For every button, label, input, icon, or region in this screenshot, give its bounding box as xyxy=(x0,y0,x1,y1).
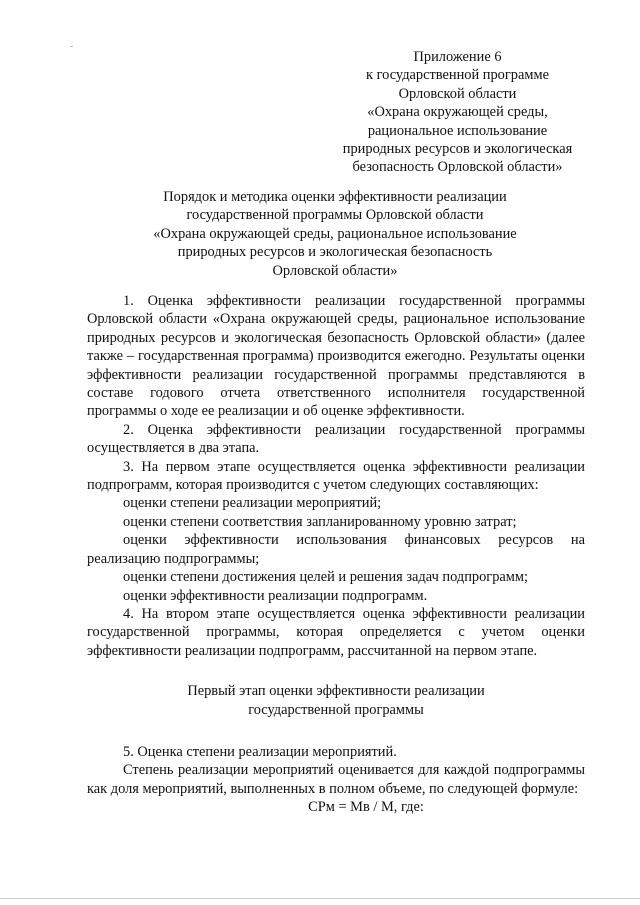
section-heading-line: Первый этап оценки эффективности реализации xyxy=(187,683,485,700)
appendix-line: безопасность Орловской области» xyxy=(352,159,563,176)
title-line: природных ресурсов и экологическая безопасность xyxy=(177,244,493,261)
title-line: Порядок и методика оценки эффективности реализации xyxy=(163,189,507,205)
paragraph-4: 4. На втором этапе осуществляется оценка эффективности реализации государственной программы, которая определяется с учетом оценки эффективности реализации подпрограмм, рассчитанной на первом этапе. xyxy=(87,605,585,659)
paragraph-1: 1. Оценка эффективности реализации государственной программы Орловской области «Охрана окружающей среды, рациональное использование природных ресурсов и экологическая безопасность Орловской области» (далее также – государственная программа) производится ежегодно. Результаты оценки эффективности реализации государственной программы представляются в составе годового отчета ответственного исполнителя государственной программы о ходе ее реализации и об оценке эффективности. xyxy=(87,293,585,420)
title-line: государственной программы Орловской области xyxy=(186,207,484,224)
paragraph-3: 3. На первом этапе осуществляется оценка эффективности реализации подпрограмм, которая производится с учетом следующих составляющих: xyxy=(87,458,585,494)
title-line: Орловской области» xyxy=(272,262,398,279)
title-line: «Охрана окружающей среды, рациональное использование xyxy=(153,225,517,242)
component-item: оценки степени реализации мероприятий; xyxy=(123,495,382,512)
appendix-line: к государственной программе xyxy=(366,67,549,84)
appendix-line: природных ресурсов и экологическая xyxy=(342,141,573,158)
appendix-line: Приложение 6 xyxy=(413,49,502,65)
page-edge-line xyxy=(0,898,640,899)
document-title xyxy=(95,188,575,280)
paragraph-5: 5. Оценка степени реализации мероприятий. xyxy=(123,743,397,760)
component-item: оценки степени достижения целей и решения задач подпрограмм; xyxy=(123,569,528,586)
appendix-line: Орловской области xyxy=(398,85,517,102)
appendix-line: «Охрана окружающей среды, xyxy=(367,104,548,121)
document-body xyxy=(87,292,585,817)
paragraph-2: 2. Оценка эффективности реализации государственной программы осуществляется в два этапа. xyxy=(87,421,585,457)
section-heading xyxy=(87,682,585,719)
section-heading-line: государственной программы xyxy=(248,701,424,718)
paragraph-6: Степень реализации мероприятий оценивается для каждой подпрограммы как доля мероприятий, выполненных в полном объеме, по следующей формуле: xyxy=(87,762,585,797)
formula: СРм = Мв / М, где: xyxy=(308,799,424,816)
scan-mark xyxy=(70,46,73,47)
component-item: оценки степени соответствия запланированному уровню затрат; xyxy=(123,513,517,530)
component-item: оценки эффективности использования финансовых ресурсов на реализацию подпрограммы; xyxy=(87,532,585,567)
component-item: оценки эффективности реализации подпрограмм. xyxy=(123,587,428,604)
appendix-header xyxy=(330,48,585,177)
appendix-line: рациональное использование xyxy=(367,122,548,139)
